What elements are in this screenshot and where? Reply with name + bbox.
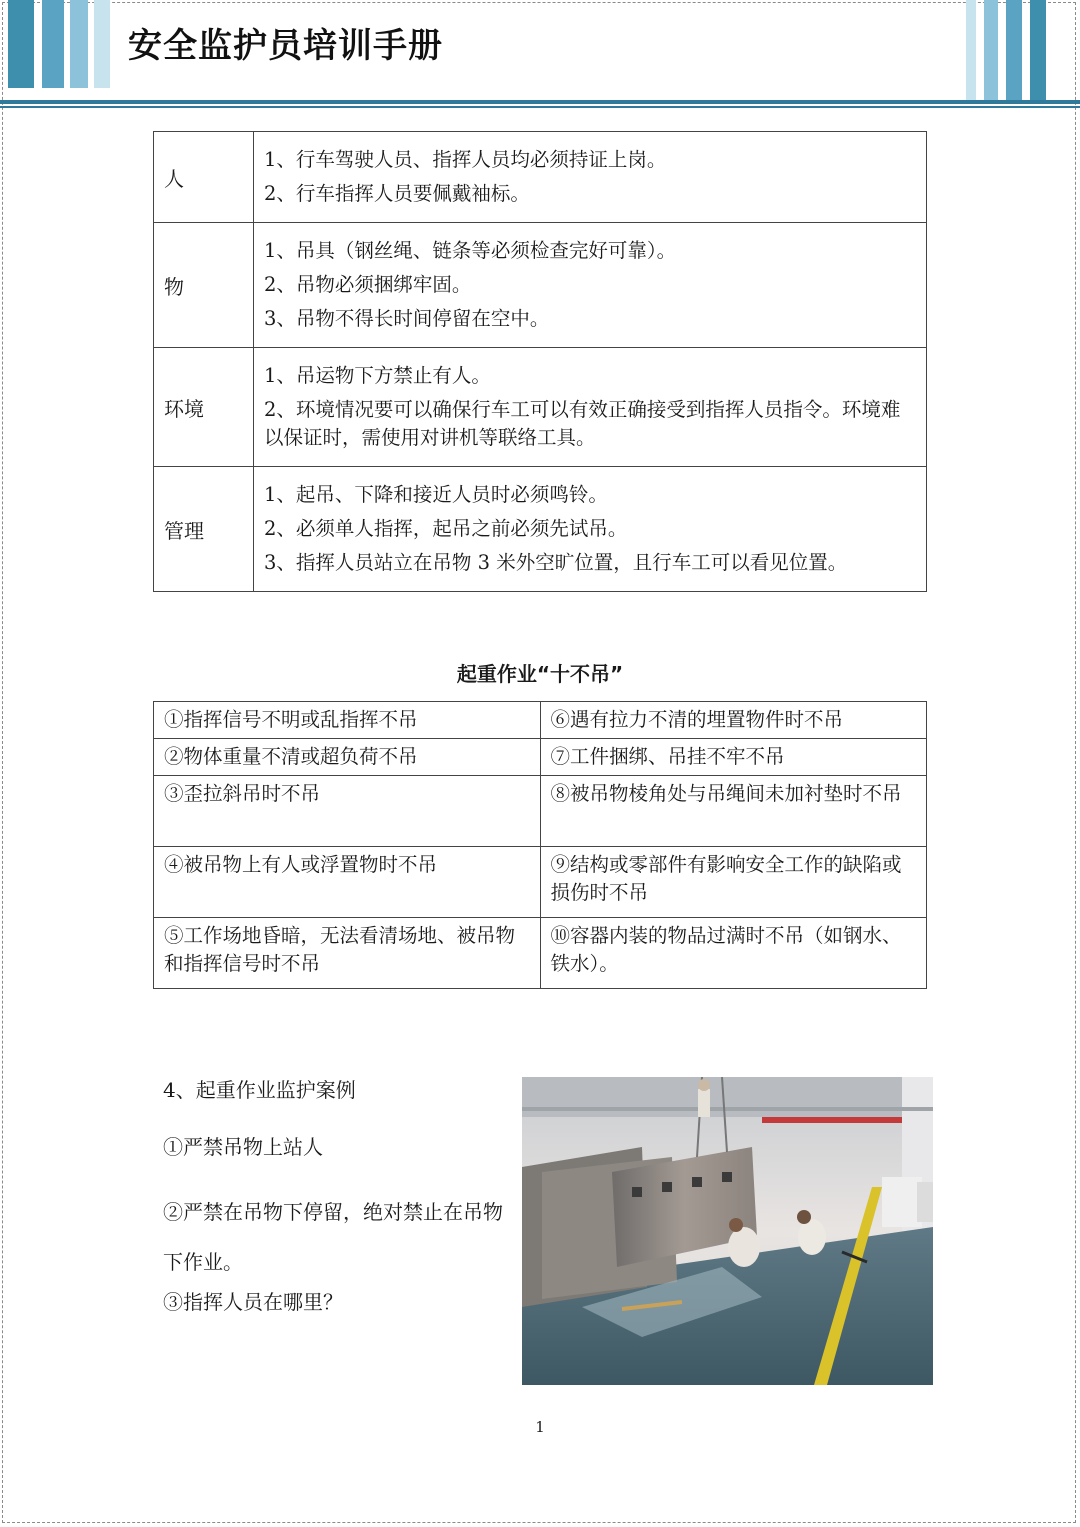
items-cell [254, 348, 927, 467]
rule-cell: ⑤工作场地昏暗，无法看清场地、被吊物和指挥信号时不吊 [154, 918, 541, 989]
case-point: ③指挥人员在哪里？ [163, 1290, 343, 1314]
requirement-item: 2、吊物必须捆绑牢固。 [264, 273, 472, 296]
table-row [154, 739, 927, 776]
category-cell: 管理 [154, 467, 254, 592]
requirement-item: 2、行车指挥人员要佩戴袖标。 [264, 182, 530, 205]
table-row [154, 348, 927, 467]
table-row [154, 847, 927, 918]
rule-cell: ⑥遇有拉力不清的埋置物件时不吊 [540, 702, 927, 739]
rule-cell: ③歪拉斜吊时不吊 [154, 776, 541, 847]
header-rule [0, 100, 1080, 104]
items-cell [254, 132, 927, 223]
category-cell: 环境 [154, 348, 254, 467]
ten-rules-table [153, 701, 927, 989]
page-number: 1 [535, 1418, 545, 1436]
header-rule-thin [0, 106, 1080, 108]
safety-requirements-table [153, 131, 927, 592]
document-title: 安全监护员培训手册 [128, 26, 443, 66]
rule-cell: ②物体重量不清或超负荷不吊 [154, 739, 541, 776]
requirement-item: 1、起吊、下降和接近人员时必须鸣铃。 [264, 483, 608, 506]
ten-rules-title: 起重作业“十不吊” [456, 662, 624, 686]
case-heading: 4、起重作业监护案例 [163, 1078, 356, 1102]
table-row [154, 132, 927, 223]
items-cell [254, 467, 927, 592]
requirement-item: 1、吊运物下方禁止有人。 [264, 364, 491, 387]
category-cell: 人 [154, 132, 254, 223]
requirement-item: 2、必须单人指挥，起吊之前必须先试吊。 [264, 517, 628, 540]
requirement-item: 2、环境情况要可以确保行车工可以有效正确接受到指挥人员指令。环境难以保证时，需使用对讲机等联络工具。 [264, 398, 901, 449]
items-cell [254, 223, 927, 348]
rule-cell: ⑩容器内装的物品过满时不吊（如钢水、铁水）。 [540, 918, 927, 989]
table-row [154, 918, 927, 989]
rule-cell: ⑨结构或零部件有影响安全工作的缺陷或损伤时不吊 [540, 847, 927, 918]
table-row [154, 223, 927, 348]
rule-cell: ⑦工件捆绑、吊挂不牢不吊 [540, 739, 927, 776]
category-cell: 物 [154, 223, 254, 348]
lifting-case-photo [522, 1077, 933, 1385]
table-row [154, 776, 927, 847]
requirement-item: 1、吊具（钢丝绳、链条等必须检查完好可靠）。 [264, 239, 677, 262]
requirement-item: 3、指挥人员站立在吊物 3 米外空旷位置，且行车工可以看见位置。 [264, 551, 848, 574]
rule-cell: ④被吊物上有人或浮置物时不吊 [154, 847, 541, 918]
requirement-item: 1、行车驾驶人员、指挥人员均必须持证上岗。 [264, 148, 667, 171]
table-row [154, 702, 927, 739]
case-point: ②严禁在吊物下停留，绝对禁止在吊物下作业。 [163, 1200, 503, 1274]
requirement-item: 3、吊物不得长时间停留在空中。 [264, 307, 550, 330]
rule-cell: ①指挥信号不明或乱指挥不吊 [154, 702, 541, 739]
rule-cell: ⑧被吊物棱角处与吊绳间未加衬垫时不吊 [540, 776, 927, 847]
case-point: ①严禁吊物上站人 [163, 1135, 323, 1159]
table-row [154, 467, 927, 592]
